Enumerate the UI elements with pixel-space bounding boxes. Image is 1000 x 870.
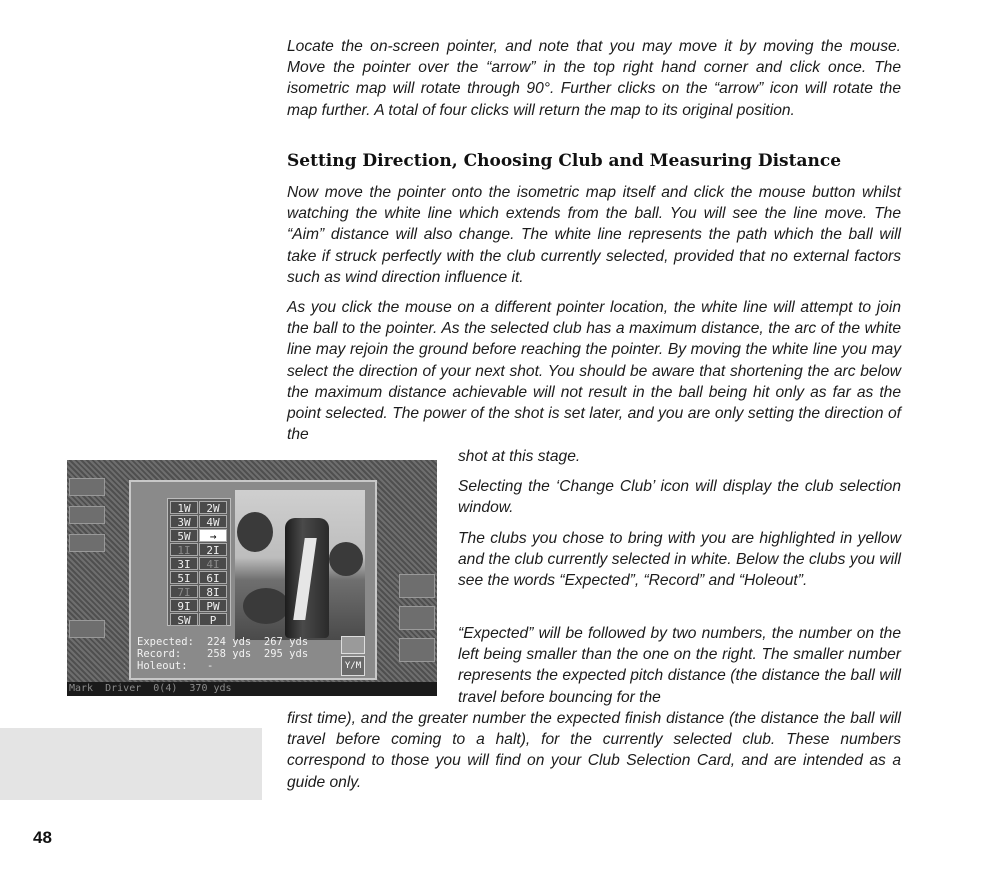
club-4i: 4I xyxy=(199,557,227,570)
intro-paragraph: Locate the on-screen pointer, and note that you may move it by moving the mouse. Move the pointer over the “arrow” in the top right hand corner and click once. The isometric map will rotate through 90°. Further clicks on the “arrow” icon will rotate the map further. A total of four clicks will return the map to its original position. xyxy=(287,38,901,119)
yards-meters-toggle: Y/M xyxy=(341,656,365,676)
club-9i: 9I xyxy=(170,599,198,612)
side-button-1 xyxy=(69,478,105,496)
club-5w: 5W xyxy=(170,529,198,542)
side-button-3 xyxy=(69,534,105,552)
club-1w: 1W xyxy=(170,501,198,514)
club-selected-pointer: → xyxy=(199,529,227,542)
club-2w: 2W xyxy=(199,501,227,514)
record-values: 258 yds 295 yds xyxy=(207,648,309,660)
pointer-paragraph: As you click the mouse on a different pointer location, the white line will attempt to join the ball to the pointer. As the selected club has a maximum distance, the arc of the white line may rejoin the ground before reaching the pointer. By moving the white line you may select the direction of your next shot. You should be aware that shortening the arc below the maximum distance achievable will not result in the ball being hit only as far as the point selected. The power of the shot is set later, and you are only setting the direction of the xyxy=(287,299,901,444)
side-button-right-3 xyxy=(399,638,435,662)
page-number: 48 xyxy=(33,828,52,847)
tree-icon xyxy=(237,512,273,552)
arrow-right-icon xyxy=(399,574,435,598)
side-button-right-2 xyxy=(399,606,435,630)
record-label: Record: xyxy=(137,648,182,660)
bush-icon xyxy=(243,588,289,624)
holeout-value: - xyxy=(207,660,214,672)
expected-paragraph: “Expected” will be followed by two numbers, the number on the left being smaller than the one on the right. The smaller number represents the expected pitch distance (the distance the ball will travel before bouncing for the xyxy=(458,625,901,706)
club-pw: PW xyxy=(199,599,227,612)
expected-label: Expected: xyxy=(137,636,194,648)
status-bar: Mark Driver 0(4) 370 yds xyxy=(67,682,437,696)
side-button-4 xyxy=(69,620,105,638)
page-shadow-block xyxy=(0,728,262,800)
club-1i: 1I xyxy=(170,543,198,556)
home-icon xyxy=(341,636,365,654)
aim-paragraph: Now move the pointer onto the isometric map itself and click the mouse button whilst watching the white line which extends from the ball. You will see the line move. The “Aim” distance will also change. The white line represents the path which the ball will take if struck perfectly with the club currently selected, provided that no external factors such as wind direction influence it. xyxy=(287,184,901,286)
expected-values: 224 yds 267 yds xyxy=(207,636,309,648)
pointer-paragraph-cont: shot at this stage. xyxy=(458,448,581,465)
clubs-highlight-paragraph: The clubs you chose to bring with you are highlighted in yellow and the club currently selected in white. Below the clubs you will see the words “Expected”, “Record” and “Holeout”. xyxy=(458,530,901,590)
holeout-label: Holeout: xyxy=(137,660,188,672)
club-selection-screenshot xyxy=(67,460,437,696)
club-6i: 6I xyxy=(199,571,227,584)
club-3w: 3W xyxy=(170,515,198,528)
side-button-2 xyxy=(69,506,105,524)
section-heading: Setting Direction, Choosing Club and Measuring Distance xyxy=(287,151,842,171)
expected-paragraph-cont: first time), and the greater number the expected finish distance (the distance the ball will travel before coming to a halt), for the currently selected club. These numbers correspond to those you will find on your Club Selection Card, and are intended as a guide only. xyxy=(287,710,901,791)
tree-icon xyxy=(329,542,363,576)
club-p: P xyxy=(199,613,227,626)
club-2i: 2I xyxy=(199,543,227,556)
club-sw: SW xyxy=(170,613,198,626)
club-3i: 3I xyxy=(170,557,198,570)
club-7i: 7I xyxy=(170,585,198,598)
club-8i: 8I xyxy=(199,585,227,598)
club-grid xyxy=(167,498,231,626)
change-club-paragraph: Selecting the ‘Change Club’ icon will display the club selection window. xyxy=(458,478,901,517)
club-4w: 4W xyxy=(199,515,227,528)
club-5i: 5I xyxy=(170,571,198,584)
